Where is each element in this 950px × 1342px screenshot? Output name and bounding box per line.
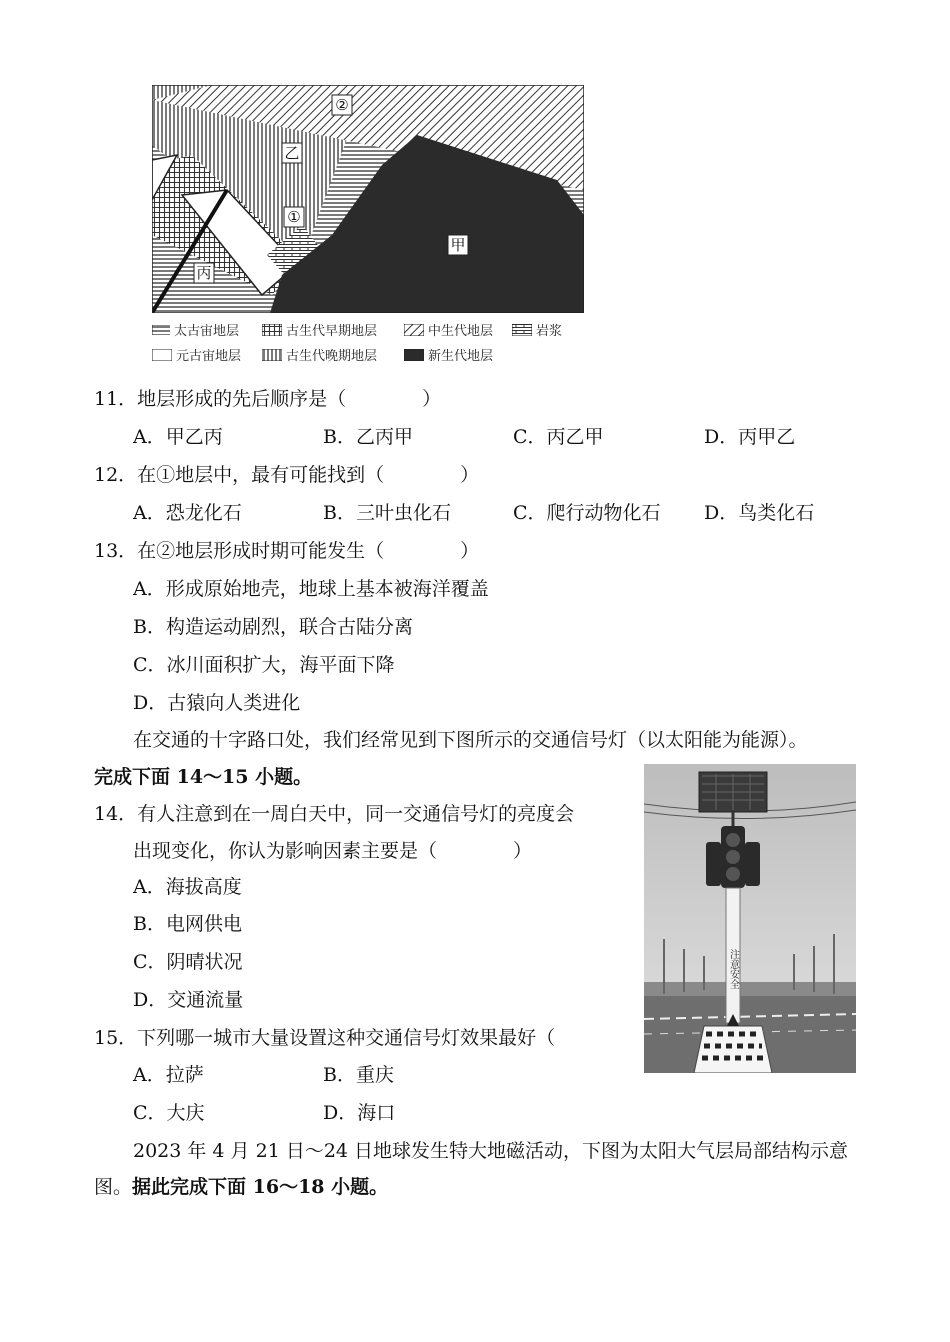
q12-option-d[interactable]: D．鸟类化石 bbox=[704, 502, 815, 524]
question-12-stem: 12．在①地层中，最有可能找到（ ） bbox=[94, 464, 480, 486]
intro-14-15-line2: 完成下面 14～15 小题。 bbox=[94, 766, 313, 788]
q13-option-c[interactable]: C．冰川面积扩大，海平面下降 bbox=[133, 654, 395, 676]
q13-option-a[interactable]: A．形成原始地壳，地球上基本被海洋覆盖 bbox=[133, 578, 489, 600]
q11-option-a[interactable]: A．甲乙丙 bbox=[133, 426, 223, 448]
q12-option-b[interactable]: B．三叶虫化石 bbox=[323, 502, 451, 524]
q14-option-a[interactable]: A．海拔高度 bbox=[133, 876, 242, 898]
legend-item: 新生代地层 bbox=[404, 345, 493, 364]
question-14-stem-line1: 14．有人注意到在一周白天中，同一交通信号灯的亮度会 bbox=[94, 803, 575, 825]
legend-item: 太古宙地层 bbox=[152, 320, 239, 339]
q14-option-c[interactable]: C．阴晴状况 bbox=[133, 951, 243, 973]
q15-option-a[interactable]: A．拉萨 bbox=[133, 1064, 204, 1086]
label-one: ① bbox=[287, 208, 301, 226]
map-legend bbox=[152, 318, 592, 364]
q13-option-d[interactable]: D．古猿向人类进化 bbox=[133, 692, 301, 714]
legend-item: 中生代地层 bbox=[404, 320, 493, 339]
q14-option-d[interactable]: D．交通流量 bbox=[133, 989, 244, 1011]
q12-option-c[interactable]: C．爬行动物化石 bbox=[513, 502, 661, 524]
legend-item: 岩浆 bbox=[512, 320, 562, 339]
intro-14-15-line1: 在交通的十字路口处，我们经常见到下图所示的交通信号灯（以太阳能为能源）。 bbox=[133, 729, 808, 751]
q15-option-c[interactable]: C．大庆 bbox=[133, 1102, 205, 1124]
intro-16-18-line1: 2023 年 4 月 21 日～24 日地球发生特大地磁活动，下图为太阳大气层局部结构示意 bbox=[133, 1140, 849, 1162]
legend-item: 元古宙地层 bbox=[152, 345, 241, 364]
label-bing: 丙 bbox=[196, 264, 212, 282]
legend-item: 古生代晚期地层 bbox=[262, 345, 377, 364]
q11-option-c[interactable]: C．丙乙甲 bbox=[513, 426, 604, 448]
q14-option-b[interactable]: B．电网供电 bbox=[133, 913, 242, 935]
pole-sign-text: 注意安全 bbox=[727, 949, 739, 989]
question-11-stem: 11．地层形成的先后顺序是（ ） bbox=[94, 388, 442, 410]
question-15-stem: 15．下列哪一城市大量设置这种交通信号灯效果最好（ bbox=[94, 1027, 556, 1049]
legend-item: 古生代早期地层 bbox=[262, 320, 377, 339]
q15-option-b[interactable]: B．重庆 bbox=[323, 1064, 394, 1086]
q12-option-a[interactable]: A．恐龙化石 bbox=[133, 502, 242, 524]
q11-option-d[interactable]: D．丙甲乙 bbox=[704, 426, 796, 448]
label-jia: 甲 bbox=[450, 236, 466, 254]
question-14-stem-line2: 出现变化，你认为影响因素主要是（ ） bbox=[133, 840, 533, 862]
label-two: ② bbox=[335, 96, 349, 114]
label-yi: 乙 bbox=[284, 144, 300, 162]
question-13-stem: 13．在②地层形成时期可能发生（ ） bbox=[94, 540, 480, 562]
q15-option-d[interactable]: D．海口 bbox=[323, 1102, 396, 1124]
traffic-light-photo bbox=[644, 764, 856, 1073]
q11-option-b[interactable]: B．乙丙甲 bbox=[323, 426, 413, 448]
q13-option-b[interactable]: B．构造运动剧烈，联合古陆分离 bbox=[133, 616, 413, 638]
intro-16-18-line2: 图。据此完成下面 16～18 小题。 bbox=[94, 1176, 389, 1198]
geologic-section-diagram bbox=[152, 85, 584, 313]
